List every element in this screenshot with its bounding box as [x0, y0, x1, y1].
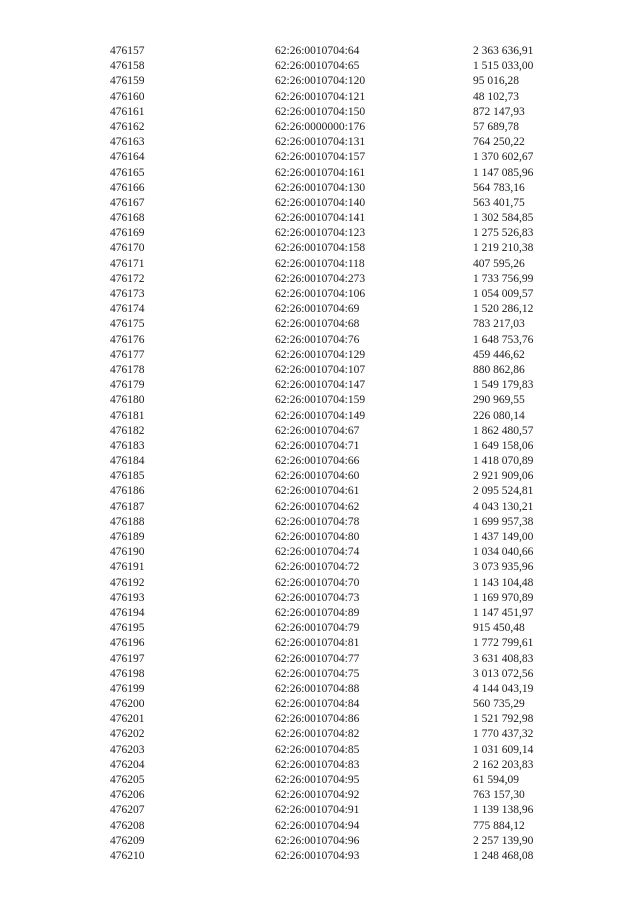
row-number: 476186: [110, 485, 145, 498]
table-row: [0, 591, 640, 606]
cadastral-number: 62:26:0010704:73: [275, 591, 360, 604]
row-number: 476178: [110, 363, 145, 376]
row-number: 476189: [110, 531, 145, 543]
cadastral-number: 62:26:0000000:176: [275, 120, 366, 133]
row-number: 476165: [110, 166, 145, 179]
row-number: 476199: [110, 682, 145, 695]
row-number: 476210: [110, 849, 145, 862]
table-row: [0, 515, 640, 530]
table-row: [0, 166, 640, 181]
cadastral-value: 763 157,30: [473, 789, 525, 802]
cadastral-number: 62:26:0010704:79: [275, 622, 360, 635]
cadastral-number: 62:26:0010704:92: [275, 789, 360, 802]
cadastral-number: 62:26:0010704:74: [275, 546, 360, 559]
cadastral-number: 62:26:0010704:120: [275, 75, 366, 88]
cadastral-number: 62:26:0010704:68: [275, 318, 360, 331]
cadastral-number: 62:26:0010704:96: [275, 834, 360, 847]
row-number: 476157: [110, 45, 145, 57]
cadastral-number: 62:26:0010704:65: [275, 60, 360, 73]
row-number: 476177: [110, 348, 145, 361]
table-row: [0, 378, 640, 393]
table-row: [0, 226, 640, 241]
row-number: 476184: [110, 455, 145, 468]
cadastral-value: 560 735,29: [473, 698, 525, 711]
cadastral-number: 62:26:0010704:91: [275, 804, 360, 817]
cadastral-value: 1 054 009,57: [473, 288, 534, 300]
table-row: [0, 272, 640, 287]
row-number: 476183: [110, 439, 145, 452]
table-row: [0, 743, 640, 758]
cadastral-number: 62:26:0010704:76: [275, 333, 360, 346]
cadastral-number: 62:26:0010704:159: [275, 394, 366, 407]
cadastral-number: 62:26:0010704:141: [275, 212, 366, 225]
table-row: [0, 576, 640, 591]
table-row: [0, 317, 640, 332]
cadastral-value: 764 250,22: [473, 136, 525, 149]
cadastral-number: 62:26:0010704:123: [275, 227, 366, 240]
cadastral-number: 62:26:0010704:82: [275, 728, 360, 741]
cadastral-number: 62:26:0010704:121: [275, 90, 366, 103]
cadastral-number: 62:26:0010704:95: [275, 774, 360, 786]
cadastral-value: 1 248 468,08: [473, 849, 534, 862]
table-row: [0, 439, 640, 454]
row-number: 476208: [110, 819, 145, 832]
cadastral-number: 62:26:0010704:149: [275, 409, 366, 422]
cadastral-number: 62:26:0010704:60: [275, 470, 360, 483]
cadastral-value-table: [0, 44, 640, 864]
cadastral-value: 1 520 286,12: [473, 303, 534, 316]
cadastral-value: 407 595,26: [473, 257, 525, 270]
cadastral-value: 1 275 526,83: [473, 227, 534, 240]
table-row: [0, 90, 640, 105]
row-number: 476188: [110, 515, 145, 528]
row-number: 476179: [110, 379, 145, 392]
cadastral-number: 62:26:0010704:78: [275, 515, 360, 528]
table-row: [0, 727, 640, 742]
cadastral-number: 62:26:0010704:150: [275, 105, 366, 118]
cadastral-value: 3 631 408,83: [473, 652, 534, 665]
row-number: 476187: [110, 500, 145, 513]
cadastral-number: 62:26:0010704:107: [275, 363, 366, 376]
table-row: [0, 469, 640, 484]
row-number: 476193: [110, 591, 145, 604]
row-number: 476185: [110, 470, 145, 483]
row-number: 476176: [110, 333, 145, 346]
row-number: 476181: [110, 409, 145, 422]
cadastral-value: 1 031 609,14: [473, 743, 534, 756]
cadastral-number: 62:26:0010704:147: [275, 379, 366, 392]
row-number: 476203: [110, 743, 145, 756]
cadastral-number: 62:26:0010704:70: [275, 576, 360, 589]
cadastral-value: 1 147 085,96: [473, 166, 534, 179]
cadastral-value: 564 783,16: [473, 181, 525, 194]
table-row: [0, 773, 640, 788]
table-row: [0, 636, 640, 651]
cadastral-value: 1 219 210,38: [473, 242, 534, 255]
cadastral-value: 915 450,48: [473, 622, 525, 635]
row-number: 476205: [110, 774, 145, 786]
cadastral-number: 62:26:0010704:80: [275, 531, 360, 543]
cadastral-number: 62:26:0010704:67: [275, 424, 360, 437]
cadastral-value: 95 016,28: [473, 75, 519, 88]
cadastral-value: 459 446,62: [473, 348, 525, 361]
table-row: [0, 150, 640, 165]
table-row: [0, 348, 640, 363]
table-row: [0, 105, 640, 120]
row-number: 476163: [110, 136, 145, 149]
cadastral-value: 1 515 033,00: [473, 60, 534, 73]
row-number: 476175: [110, 318, 145, 331]
table-row: [0, 758, 640, 773]
cadastral-value: 775 884,12: [473, 819, 525, 832]
row-number: 476207: [110, 804, 145, 817]
cadastral-number: 62:26:0010704:83: [275, 758, 360, 771]
table-row: [0, 120, 640, 135]
row-number: 476174: [110, 303, 145, 316]
cadastral-number: 62:26:0010704:106: [275, 288, 366, 300]
table-row: [0, 545, 640, 560]
table-row: [0, 484, 640, 499]
row-number: 476164: [110, 151, 145, 164]
cadastral-value: 1 733 756,99: [473, 272, 534, 285]
table-row: [0, 819, 640, 834]
row-number: 476160: [110, 90, 145, 103]
row-number: 476162: [110, 120, 145, 133]
cadastral-number: 62:26:0010704:71: [275, 439, 360, 452]
cadastral-number: 62:26:0010704:62: [275, 500, 360, 513]
row-number: 476191: [110, 561, 145, 574]
row-number: 476170: [110, 242, 145, 255]
cadastral-value: 2 162 203,83: [473, 758, 534, 771]
table-row: [0, 712, 640, 727]
cadastral-value: 1 770 437,32: [473, 728, 534, 741]
cadastral-value: 563 401,75: [473, 196, 525, 209]
cadastral-value: 1 772 799,61: [473, 637, 534, 650]
table-row: [0, 196, 640, 211]
row-number: 476159: [110, 75, 145, 88]
cadastral-number: 62:26:0010704:85: [275, 743, 360, 756]
row-number: 476180: [110, 394, 145, 407]
row-number: 476195: [110, 622, 145, 635]
row-number: 476168: [110, 212, 145, 225]
cadastral-value: 1 147 451,97: [473, 606, 534, 619]
cadastral-value: 1 648 753,76: [473, 333, 534, 346]
table-row: [0, 530, 640, 545]
cadastral-value: 2 095 524,81: [473, 485, 534, 498]
cadastral-value: 1 549 179,83: [473, 379, 534, 392]
cadastral-number: 62:26:0010704:93: [275, 849, 360, 862]
cadastral-value: 61 594,09: [473, 774, 519, 786]
table-row: [0, 652, 640, 667]
cadastral-number: 62:26:0010704:89: [275, 606, 360, 619]
cadastral-value: 1 302 584,85: [473, 212, 534, 225]
cadastral-number: 62:26:0010704:77: [275, 652, 360, 665]
row-number: 476209: [110, 834, 145, 847]
row-number: 476173: [110, 288, 145, 300]
cadastral-value: 226 080,14: [473, 409, 525, 422]
cadastral-value: 1 143 104,48: [473, 576, 534, 589]
cadastral-value: 1 169 970,89: [473, 591, 534, 604]
cadastral-value: 1 370 602,67: [473, 151, 534, 164]
cadastral-value: 872 147,93: [473, 105, 525, 118]
cadastral-number: 62:26:0010704:273: [275, 272, 366, 285]
cadastral-number: 62:26:0010704:66: [275, 455, 360, 468]
table-row: [0, 59, 640, 74]
row-number: 476158: [110, 60, 145, 73]
cadastral-number: 62:26:0010704:129: [275, 348, 366, 361]
table-row: [0, 849, 640, 864]
cadastral-number: 62:26:0010704:84: [275, 698, 360, 711]
table-row: [0, 621, 640, 636]
cadastral-value: 783 217,03: [473, 318, 525, 331]
cadastral-value: 2 363 636,91: [473, 45, 534, 57]
cadastral-value: 880 862,86: [473, 363, 525, 376]
table-row: [0, 363, 640, 378]
row-number: 476192: [110, 576, 145, 589]
cadastral-value: 4 144 043,19: [473, 682, 534, 695]
cadastral-value: 2 921 909,06: [473, 470, 534, 483]
table-row: [0, 409, 640, 424]
table-row: [0, 803, 640, 818]
cadastral-value: 2 257 139,90: [473, 834, 534, 847]
cadastral-number: 62:26:0010704:86: [275, 713, 360, 726]
table-row: [0, 393, 640, 408]
table-row: [0, 333, 640, 348]
table-row: [0, 257, 640, 272]
row-number: 476197: [110, 652, 145, 665]
table-row: [0, 241, 640, 256]
cadastral-number: 62:26:0010704:61: [275, 485, 360, 498]
row-number: 476204: [110, 758, 145, 771]
table-row: [0, 697, 640, 712]
row-number: 476201: [110, 713, 145, 726]
cadastral-value: 1 862 480,57: [473, 424, 534, 437]
cadastral-value: 1 034 040,66: [473, 546, 534, 559]
cadastral-number: 62:26:0010704:157: [275, 151, 366, 164]
row-number: 476167: [110, 196, 145, 209]
table-row: [0, 211, 640, 226]
cadastral-number: 62:26:0010704:69: [275, 303, 360, 316]
cadastral-value: 290 969,55: [473, 394, 525, 407]
row-number: 476169: [110, 227, 145, 240]
cadastral-number: 62:26:0010704:131: [275, 136, 366, 149]
table-row: [0, 682, 640, 697]
table-row: [0, 834, 640, 849]
cadastral-number: 62:26:0010704:94: [275, 819, 360, 832]
table-row: [0, 302, 640, 317]
cadastral-value: 1 649 158,06: [473, 439, 534, 452]
cadastral-value: 1 699 957,38: [473, 515, 534, 528]
cadastral-value: 57 689,78: [473, 120, 519, 133]
cadastral-number: 62:26:0010704:158: [275, 242, 366, 255]
row-number: 476194: [110, 606, 145, 619]
cadastral-value: 3 013 072,56: [473, 667, 534, 680]
cadastral-number: 62:26:0010704:140: [275, 196, 366, 209]
table-row: [0, 560, 640, 575]
table-row: [0, 135, 640, 150]
cadastral-number: 62:26:0010704:161: [275, 166, 366, 179]
cadastral-number: 62:26:0010704:75: [275, 667, 360, 680]
table-row: [0, 606, 640, 621]
cadastral-number: 62:26:0010704:72: [275, 561, 360, 574]
row-number: 476200: [110, 698, 145, 711]
table-row: [0, 667, 640, 682]
cadastral-number: 62:26:0010704:88: [275, 682, 360, 695]
cadastral-value: 3 073 935,96: [473, 561, 534, 574]
cadastral-value: 1 139 138,96: [473, 804, 534, 817]
table-row: [0, 424, 640, 439]
cadastral-number: 62:26:0010704:81: [275, 637, 360, 650]
row-number: 476206: [110, 789, 145, 802]
cadastral-value: 1 521 792,98: [473, 713, 534, 726]
row-number: 476171: [110, 257, 145, 270]
row-number: 476182: [110, 424, 145, 437]
row-number: 476198: [110, 667, 145, 680]
table-row: [0, 287, 640, 302]
cadastral-value: 1 418 070,89: [473, 455, 534, 468]
table-row: [0, 788, 640, 803]
cadastral-number: 62:26:0010704:130: [275, 181, 366, 194]
cadastral-value: 48 102,73: [473, 90, 519, 103]
row-number: 476202: [110, 728, 145, 741]
cadastral-number: 62:26:0010704:118: [275, 257, 365, 270]
row-number: 476190: [110, 546, 145, 559]
cadastral-value: 4 043 130,21: [473, 500, 534, 513]
table-row: [0, 44, 640, 59]
row-number: 476172: [110, 272, 145, 285]
row-number: 476196: [110, 637, 145, 650]
cadastral-value: 1 437 149,00: [473, 531, 534, 543]
table-row: [0, 454, 640, 469]
table-row: [0, 181, 640, 196]
row-number: 476161: [110, 105, 145, 118]
table-row: [0, 74, 640, 89]
table-row: [0, 500, 640, 515]
cadastral-number: 62:26:0010704:64: [275, 45, 360, 57]
row-number: 476166: [110, 181, 145, 194]
